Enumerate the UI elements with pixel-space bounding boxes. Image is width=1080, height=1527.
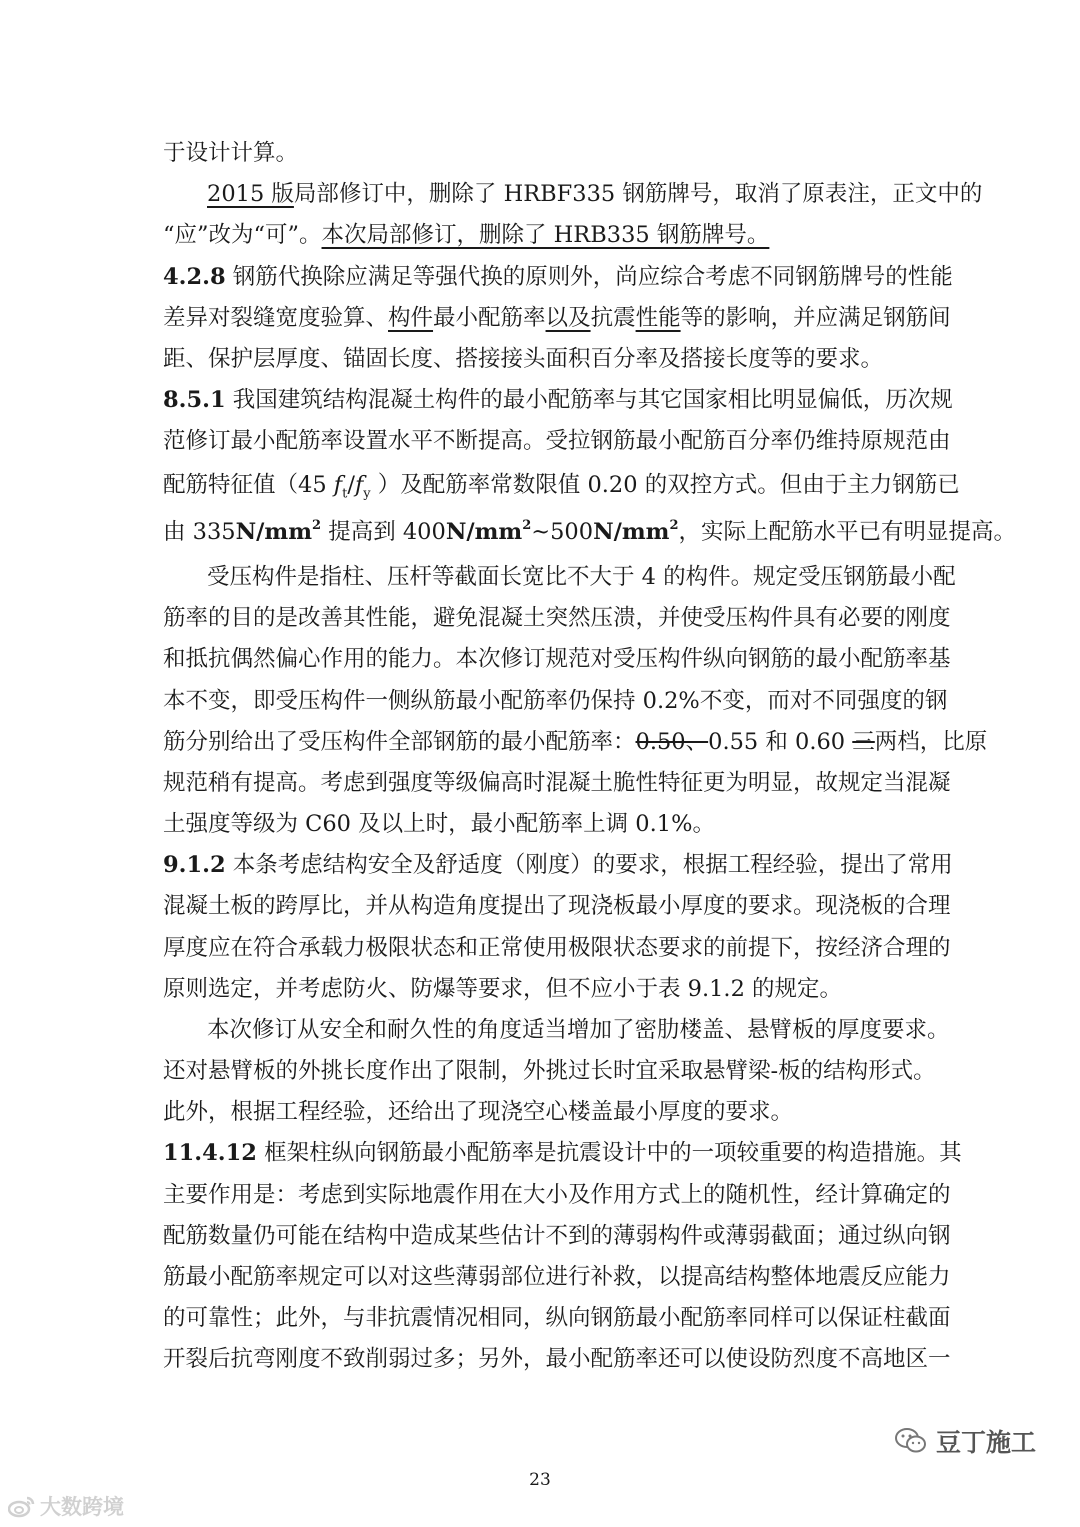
section-9-1-2-line (163, 850, 953, 880)
text: 开裂后抗弯刚度不致削弱过多；另外，最小配筋率还可以使设防烈度不高地区一 (163, 1346, 951, 1372)
section-11-4-12-line (163, 1221, 951, 1251)
text: 土强度等级为 C60 及以上时，最小配筋率上调 0.1%。 (163, 811, 715, 837)
wechat-icon (894, 1424, 928, 1458)
text: 原则选定，并考虑防火、防爆等要求，但不应小于表 9.1.2 的规定。 (163, 976, 843, 1002)
text: 距、保护层厚度、锚固长度、搭接接头面积百分率及搭接长度等的要求。 (163, 346, 884, 372)
text: 厚度应在符合承载力极限状态和正常使用极限状态要求的前提下，按经济合理的 (163, 935, 951, 961)
text: ，实际上配筋水平已有明显提高。 (678, 519, 1017, 545)
superscript: 2 (669, 517, 679, 533)
text: 本不变，即受压构件一侧纵筋最小配筋率仍保持 0.2%不变，而对不同强度的钢 (163, 688, 948, 714)
text: 范修订最小配筋率设置水平不断提高。受拉钢筋最小配筋百分率仍维持原规范由 (163, 428, 951, 454)
text: 筋率的目的是改善其性能，避免混凝土突然压溃，并使受压构件具有必要的刚度 (163, 605, 951, 631)
watermark-text: 大数跨境 (40, 1495, 124, 1519)
section-4-2-8-line (163, 262, 953, 292)
section-11-4-12-line (163, 1262, 951, 1292)
text: ）及配筋率常数限值 0.20 的双控方式。但由于主力钢筋已 (377, 472, 960, 498)
formula-subscript: t (342, 486, 348, 502)
formula-slash: / (347, 472, 355, 498)
paragraph-line (163, 686, 948, 716)
underlined-text: 构件 (388, 305, 434, 331)
section-8-5-1-line (163, 517, 1017, 547)
paragraph-line (207, 179, 983, 209)
paragraph-line (163, 644, 951, 674)
text: 0.55 和 0.60 (708, 729, 853, 755)
wechat-watermark (894, 1420, 1036, 1462)
paragraph-line (207, 1015, 950, 1045)
section-number: 9.1.2 (163, 852, 226, 878)
underlined-text: 2015 版 (207, 181, 294, 207)
text: 最小配筋率 (433, 305, 546, 331)
section-number: 8.5.1 (163, 387, 226, 413)
text: 局部修订中，删除了 HRBF335 钢筋牌号，取消了原表注，正文中的 (293, 181, 983, 207)
text: 本条考虑结构安全及舒适度（刚度）的要求，根据工程经验，提出了常用 (232, 852, 953, 878)
paragraph-line (163, 809, 920, 839)
section-11-4-12-line (163, 1344, 951, 1374)
section-number: 11.4.12 (163, 1140, 257, 1166)
section-9-1-2-line (163, 891, 951, 921)
superscript: 2 (312, 517, 322, 533)
formula-symbol: f (354, 472, 364, 498)
section-9-1-2-line (163, 974, 920, 1004)
text: 框架柱纵向钢筋最小配筋率是抗震设计中的一项较重要的构造措施。其 (264, 1140, 962, 1166)
text: 筋分别给出了受压构件全部钢筋的最小配筋率： (163, 729, 636, 755)
strikethrough-text: 三 (852, 729, 875, 755)
paragraph-line (163, 1056, 936, 1086)
text: 的可靠性；此外，与非抗震情况相同，纵向钢筋最小配筋率同样可以保证柱截面 (163, 1305, 951, 1331)
text: 和抵抗偶然偏心作用的能力。本次修订规范对受压构件纵向钢筋的最小配筋率基 (163, 646, 951, 672)
weibo-watermark (8, 1493, 124, 1519)
paragraph-line (163, 220, 920, 250)
formula-subscript: y (363, 486, 371, 502)
text: 受压构件是指柱、压杆等截面长宽比不大于 4 的构件。规定受压钢筋最小配 (207, 564, 956, 590)
unit-text: N/mm (445, 519, 523, 545)
text: 等的影响，并应满足钢筋间 (680, 305, 951, 331)
text: 筋最小配筋率规定可以对这些薄弱部位进行补救，以提高结构整体地震反应能力 (163, 1264, 951, 1290)
unit-text: N/mm (593, 519, 670, 545)
text: 两档，比原 (874, 729, 988, 755)
strikethrough-text: 0.50、 (635, 729, 709, 755)
text: 提高到 400 (321, 519, 446, 545)
section-8-5-1-line (163, 470, 960, 502)
watermark-text: 豆丁施工 (936, 1428, 1037, 1457)
paragraph-line (163, 603, 951, 633)
section-number: 4.2.8 (163, 264, 226, 290)
text: 我国建筑结构混凝土构件的最小配筋率与其它国家相比明显偏低，历次规 (232, 387, 953, 413)
text: 本次修订从安全和耐久性的角度适当增加了密肋楼盖、悬臂板的厚度要求。 (207, 1017, 950, 1043)
text: 钢筋代换除应满足等强代换的原则外，尚应综合考虑不同钢筋牌号的性能 (232, 264, 953, 290)
text: 差异对裂缝宽度验算、 (163, 305, 389, 331)
text: 还对悬臂板的外挑长度作出了限制，外挑过长时宜采取悬臂梁-板的结构形式。 (163, 1058, 936, 1084)
text: 配筋数量仍可能在结构中造成某些估计不到的薄弱构件或薄弱截面；通过纵向钢 (163, 1223, 951, 1249)
section-4-2-8-line (163, 303, 951, 333)
section-11-4-12-line (163, 1180, 951, 1210)
section-8-5-1-line (163, 385, 953, 415)
page-number: 23 (529, 1470, 551, 1490)
underlined-text: 以及 (545, 305, 591, 331)
text: 抗震 (590, 305, 636, 331)
section-8-5-1-line (163, 426, 951, 456)
text: 于设计计算。 (163, 140, 299, 166)
text: 由 335 (163, 519, 236, 545)
text: 混凝土板的跨厚比，并从构造角度提出了现浇板最小厚度的要求。现浇板的合理 (163, 893, 951, 919)
superscript: 2 (522, 517, 532, 533)
paragraph-line (163, 768, 951, 798)
text: 主要作用是：考虑到实际地震作用在大小及作用方式上的随机性，经计算确定的 (163, 1182, 951, 1208)
paragraph-line (163, 138, 920, 168)
underlined-text: 本次局部修订，删除了 HRB335 钢筋牌号。 (321, 222, 770, 248)
formula-symbol: f (333, 472, 343, 498)
unit-text: N/mm (235, 519, 313, 545)
section-11-4-12-line (163, 1303, 951, 1333)
text: 规范稍有提高。考虑到强度等级偏高时混凝土脆性特征更为明显，故规定当混凝 (163, 770, 951, 796)
text: ~500 (531, 519, 594, 545)
section-9-1-2-line (163, 933, 951, 963)
paragraph-line (163, 727, 988, 757)
paragraph-line (207, 562, 956, 592)
paragraph-line (163, 1097, 920, 1127)
text: 此外，根据工程经验，还给出了现浇空心楼盖最小厚度的要求。 (163, 1099, 794, 1125)
underlined-text: 性能 (635, 305, 681, 331)
section-4-2-8-line (163, 344, 920, 374)
weibo-icon (8, 1494, 36, 1518)
text: 配筋特征值（45 (163, 472, 327, 498)
text: “应”改为“可”。 (163, 222, 322, 248)
section-11-4-12-line (163, 1138, 962, 1168)
